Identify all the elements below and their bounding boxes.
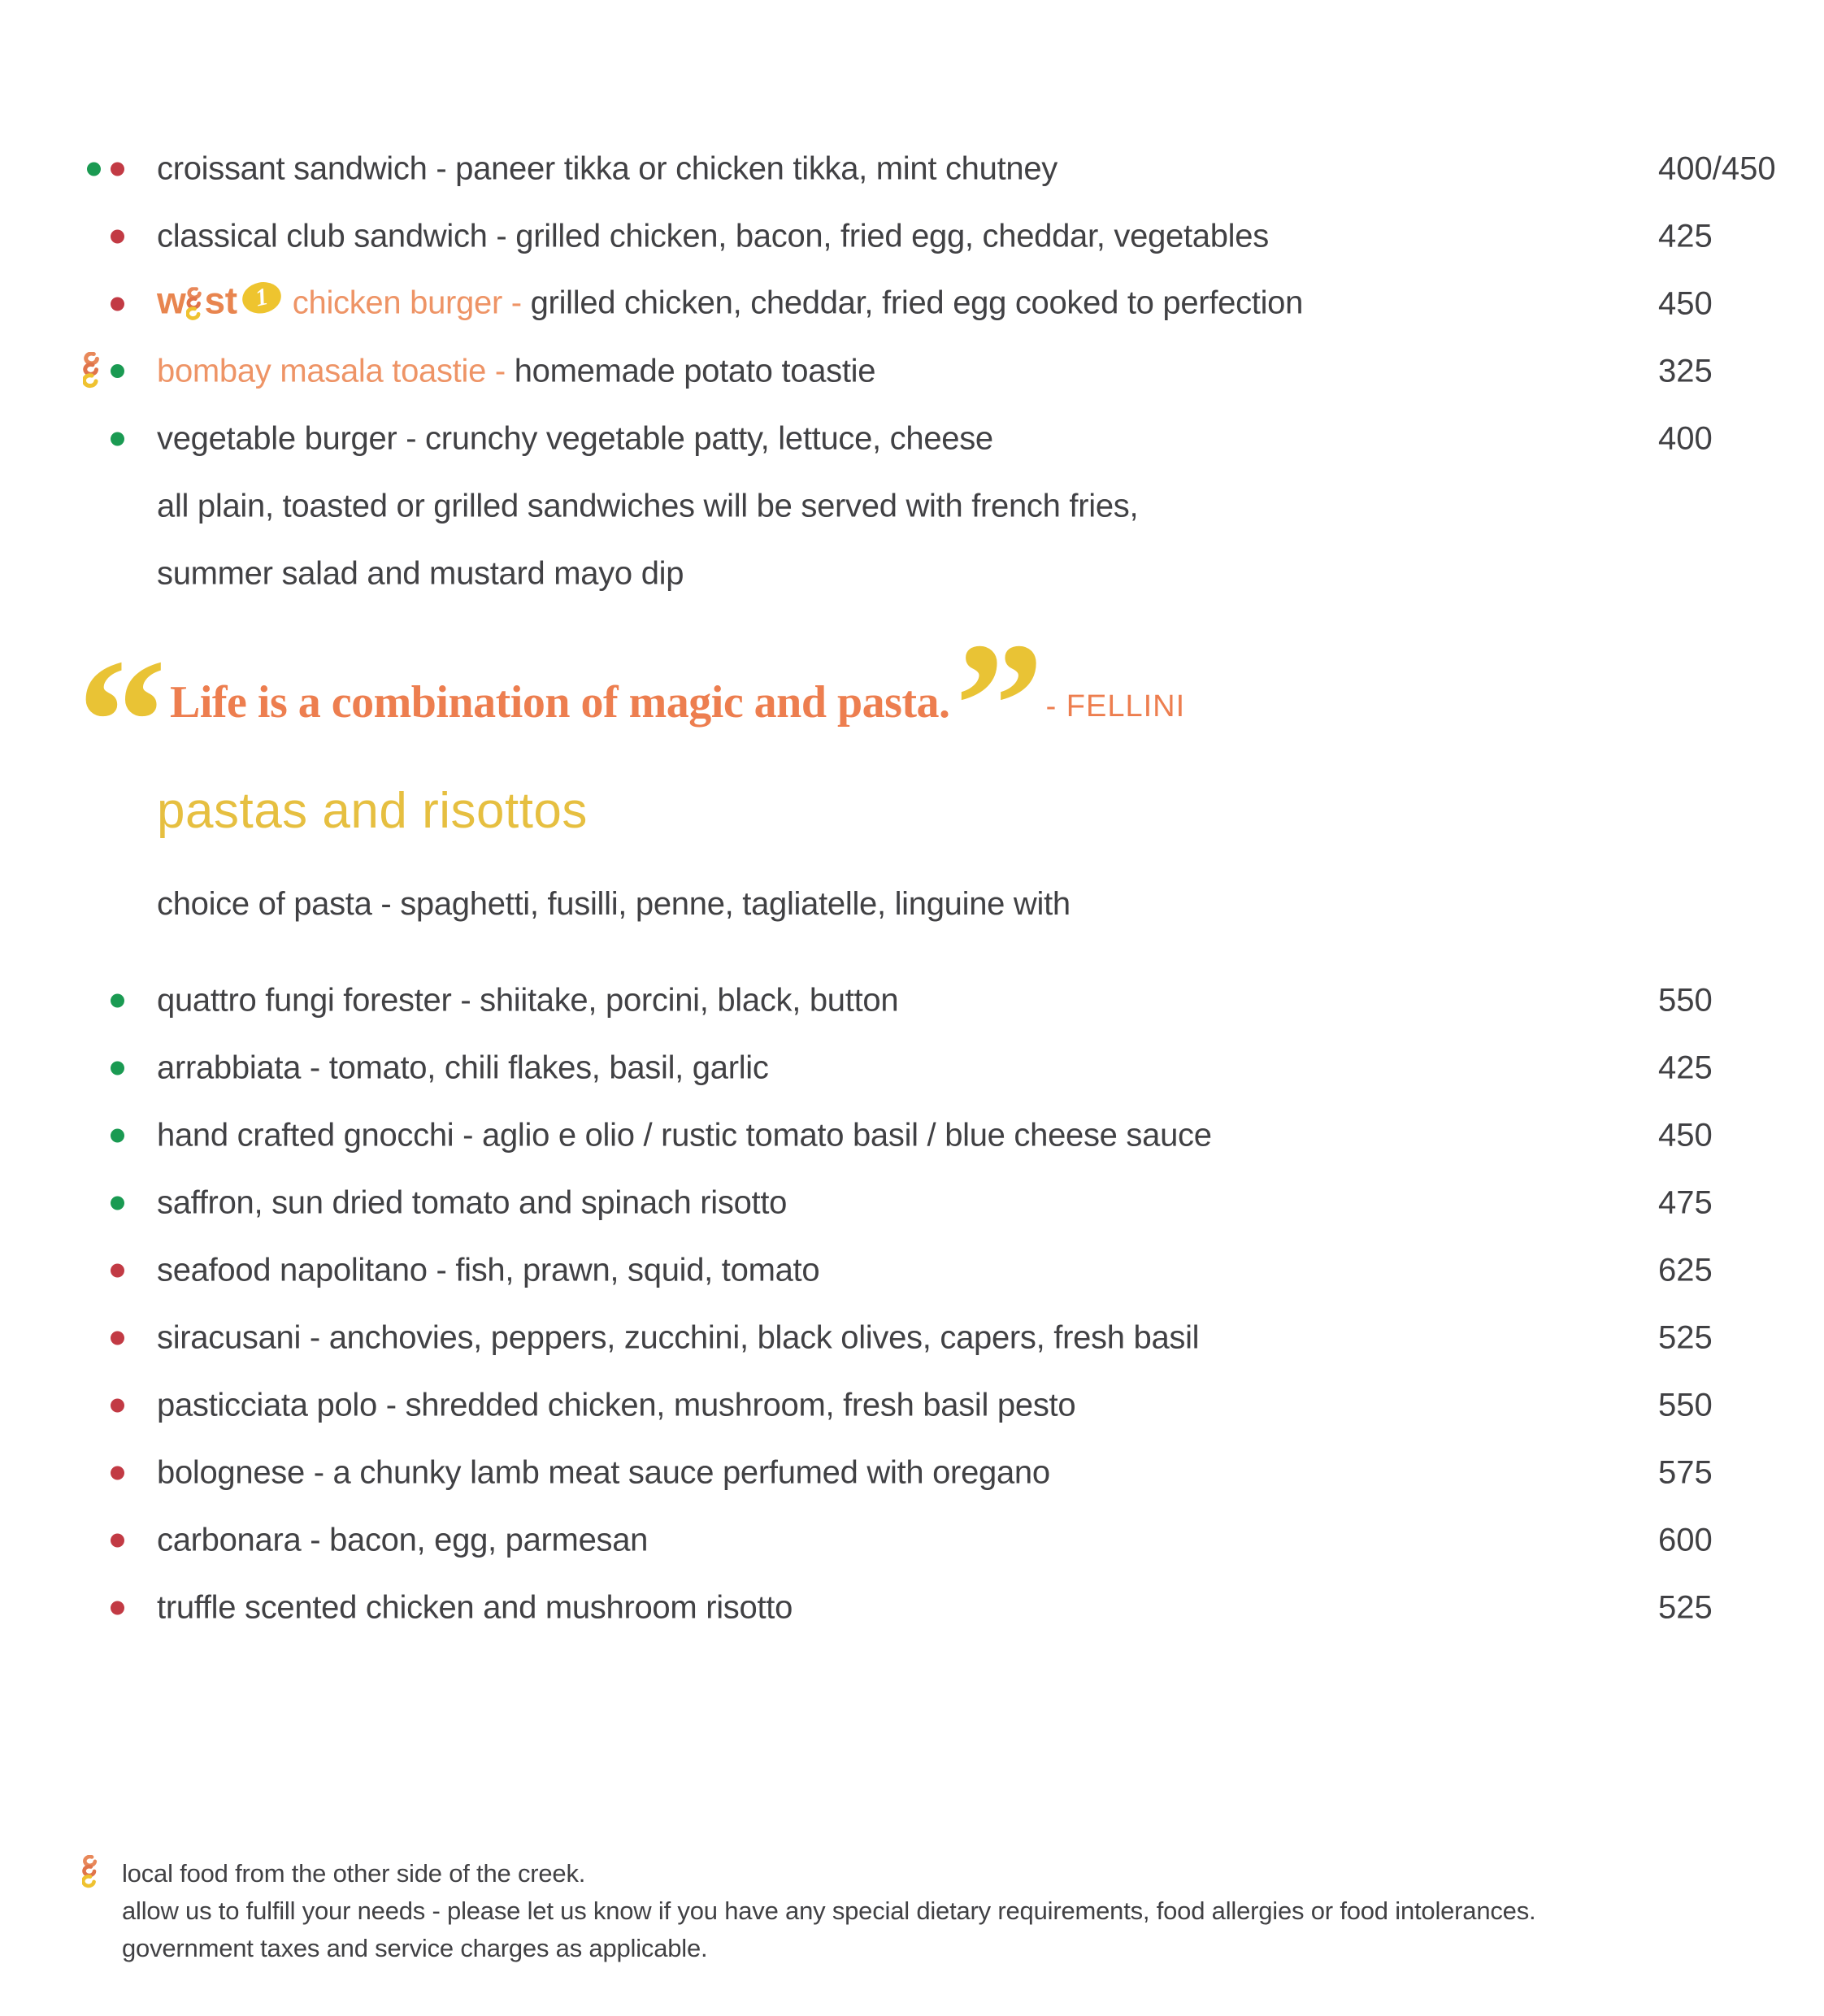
menu-item-row [0,1101,1824,1169]
price: 425 [1658,1049,1713,1085]
menu-item-name: bombay masala toastie - [157,353,515,389]
dietary-markers [111,1128,124,1142]
price: 400/450 [1658,150,1776,186]
menu-item-text: quattro fungi forester - shiitake, porcini, black, button [157,982,899,1018]
dietary-markers [111,1533,124,1547]
open-quote-icon: “ [77,622,159,820]
dietary-markers [87,162,124,176]
price: 625 [1658,1252,1713,1288]
price: 600 [1658,1522,1713,1558]
green-dot-icon [111,1196,124,1210]
green-dot-icon [111,1061,124,1075]
red-dot-icon [111,162,124,176]
local-food-legend: local food from the other side of the creek. [122,1859,586,1888]
dietary-markers [111,229,124,243]
menu-item-row [0,135,1824,202]
menu-item-text: classical club sandwich - grilled chicken, bacon, fried egg, cheddar, vegetables [157,218,1269,254]
dietary-markers [111,1196,124,1210]
price: 525 [1658,1589,1713,1625]
menu-item-row [0,1169,1824,1236]
one-badge-icon: 1 [239,279,284,317]
note-row [0,472,1824,540]
note-row [0,540,1824,607]
menu-item-row [0,337,1824,405]
dietary-markers [111,993,124,1007]
menu-item-row [0,967,1824,1034]
pastas-section [0,967,1824,1641]
green-dot-icon [111,364,124,378]
menu-item-text: seafood napolitano - fish, prawn, squid, tomato [157,1252,820,1288]
price: 575 [1658,1454,1713,1490]
price: 450 [1658,1117,1713,1153]
price: 425 [1658,218,1713,254]
dietary-markers [111,432,124,445]
menu-item-row [0,405,1824,472]
note-text: summer salad and mustard mayo dip [157,555,684,591]
quote-attribution: - FELLINI [1045,689,1186,723]
note-text: all plain, toasted or grilled sandwiches will be served with french fries, [157,488,1139,524]
dietary-markers [111,1061,124,1075]
close-quote-icon: ” [954,606,1036,804]
dietary-markers [83,352,124,391]
red-dot-icon [111,1601,124,1614]
dietary-markers [111,1466,124,1479]
menu-item-text: vegetable burger - crunchy vegetable patty, lettuce, cheese [157,420,993,456]
menu-item-row [0,1371,1824,1439]
price: 525 [1658,1319,1713,1355]
menu-item-text: saffron, sun dried tomato and spinach risotto [157,1184,788,1220]
dietary-markers [111,1601,124,1614]
menu-item-row [0,270,1824,337]
menu-item-text: croissant sandwich - paneer tikka or chicken tikka, mint chutney [157,150,1057,186]
red-dot-icon [111,1533,124,1547]
menu-item-text: bolognese - a chunky lamb meat sauce perfumed with oregano [157,1454,1050,1490]
menu-item-row [0,202,1824,270]
red-dot-icon [111,297,124,311]
dietary-note: allow us to fulfill your needs - please let us know if you have any special dietary requirements, food allergies or food intolerances. [122,1897,1536,1925]
green-dot-icon [111,1128,124,1142]
menu-item-text: w st 1 chicken burger - grilled chicken, cheddar, fried egg cooked to perfection [157,279,1304,322]
swirl-e-icon [186,287,203,323]
quote-text: Life is a combination of magic and pasta. [170,677,950,728]
menu-item-row [0,1439,1824,1506]
pasta-choice-note: choice of pasta - spaghetti, fusilli, penne, tagliatelle, linguine with [157,886,1071,922]
local-food-icon [83,352,101,391]
price: 450 [1658,285,1713,321]
menu-item-text: truffle scented chicken and mushroom risotto [157,1589,793,1625]
menu-item-text: siracusani - anchovies, peppers, zucchini, black olives, capers, fresh basil [157,1319,1200,1355]
sandwiches-section [0,135,1824,607]
green-dot-icon [87,162,101,176]
menu-item-text: arrabbiata - tomato, chili flakes, basil, garlic [157,1049,769,1085]
price: 550 [1658,982,1713,1018]
footnotes [0,1855,1824,1967]
menu-item-row [0,1506,1824,1574]
menu-item-text: hand crafted gnocchi - aglio e olio / rustic tomato basil / blue cheese sauce [157,1117,1212,1153]
green-dot-icon [111,993,124,1007]
menu-item-text: bombay masala toastie - homemade potato toastie [157,353,876,389]
menu-item-text: pasticciata polo - shredded chicken, mushroom, fresh basil pesto [157,1387,1076,1423]
red-dot-icon [111,1331,124,1345]
menu-item-row [0,1574,1824,1641]
menu-item-text: carbonara - bacon, egg, parmesan [157,1522,649,1558]
price: 475 [1658,1184,1713,1220]
red-dot-icon [111,1263,124,1277]
red-dot-icon [111,1398,124,1412]
menu-item-row [0,1236,1824,1304]
menu-item-row [0,1034,1824,1101]
pastas-section-heading: pastas and risottos [157,783,588,839]
price: 325 [1658,353,1713,389]
red-dot-icon [111,229,124,243]
menu-item-name: chicken burger - [292,284,531,320]
red-dot-icon [111,1466,124,1479]
dietary-markers [111,1398,124,1412]
dietary-markers [111,1331,124,1345]
taxes-note: government taxes and service charges as applicable. [122,1934,708,1962]
dietary-markers [111,297,124,311]
west1-logo: w st 1 [157,279,283,323]
price: 550 [1658,1387,1713,1423]
price: 400 [1658,420,1713,456]
local-food-icon [82,1855,98,1891]
dietary-markers [111,1263,124,1277]
menu-item-row [0,1304,1824,1371]
green-dot-icon [111,432,124,445]
